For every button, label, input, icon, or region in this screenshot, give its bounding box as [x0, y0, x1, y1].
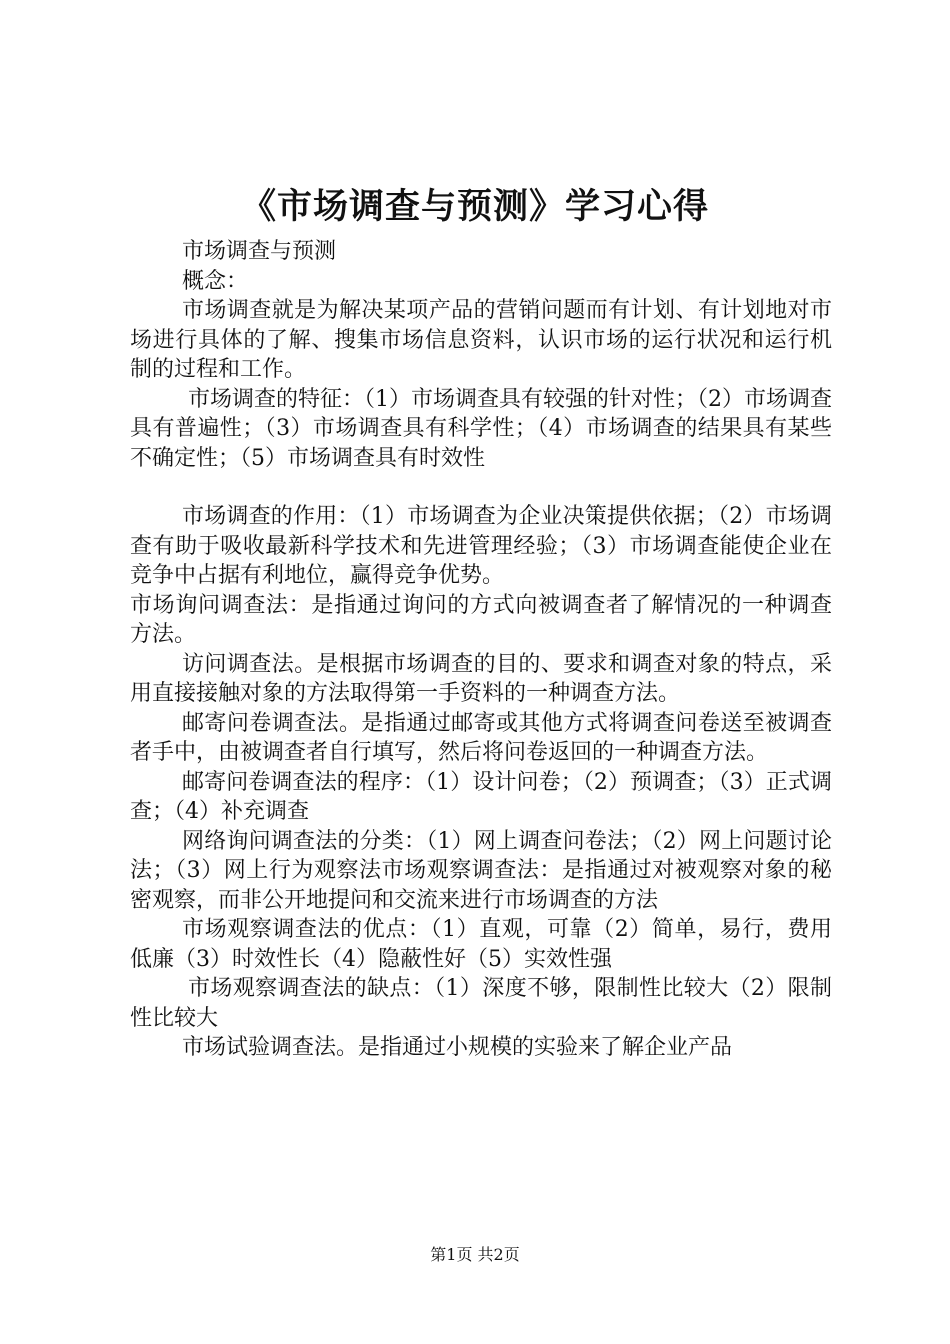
inquiry-method-paragraph: 市场询问调查法：是指通过询问的方式向被调查者了解情况的一种调查方法。	[130, 592, 832, 647]
experiment-method-paragraph: 市场试验调查法。是指通过小规模的实验来了解企业产品	[182, 1035, 733, 1060]
observation-advantages-paragraph: 市场观察调查法的优点：（1）直观，可靠（2）简单，易行，费用低廉（3）时效性长（4）隐蔽性好（5）实效性强	[130, 917, 832, 972]
mail-survey-steps-paragraph: 邮寄问卷调查法的程序：（1）设计问卷；（2）预调查；（3）正式调查；（4）补充调查	[130, 769, 832, 824]
mail-survey-paragraph: 邮寄问卷调查法。是指通过邮寄或其他方式将调查问卷送至被调查者手中，由被调查者自行填写，然后将问卷返回的一种调查方法。	[130, 710, 832, 765]
concept-label: 概念：	[182, 268, 249, 294]
interview-method-paragraph: 访问调查法。是根据市场调查的目的、要求和调查对象的特点，采用直接接触对象的方法取得第一手资料的一种调查方法。	[130, 651, 832, 706]
observation-disadvantages-paragraph: 市场观察调查法的缺点：（1）深度不够，限制性比较大（2）限制性比较大	[130, 976, 832, 1031]
document-body	[130, 237, 832, 1063]
definition-paragraph: 市场调查就是为解决某项产品的营销问题而有计划、有计划地对市场进行具体的了解、搜集市场信息资料，认识市场的运行状况和运行机制的过程和工作。	[130, 298, 832, 382]
blank-line	[130, 473, 832, 502]
online-survey-paragraph: 网络询问调查法的分类：（1）网上调查问卷法；（2）网上问题讨论法；（3）网上行为观察法市场观察调查法：是指通过对被观察对象的秘密观察，而非公开地提问和交流来进行市场调查的方法	[130, 828, 832, 913]
features-paragraph: 市场调查的特征：（1）市场调查具有较强的针对性；（2）市场调查具有普遍性；（3）市场调查具有科学性；（4）市场调查的结果具有某些不确定性；（5）市场调查具有时效性	[130, 386, 832, 471]
document-title: 《市场调查与预测》学习心得	[240, 186, 709, 227]
functions-paragraph: 市场调查的作用：（1）市场调查为企业决策提供依据；（2）市场调查有助于吸收最新科学技术和先进管理经验；（3）市场调查能使企业在竞争中占据有利地位，赢得竞争优势。	[130, 504, 832, 588]
page-footer: 第1页 共2页	[430, 1245, 520, 1264]
heading-paragraph: 市场调查与预测	[182, 239, 337, 264]
